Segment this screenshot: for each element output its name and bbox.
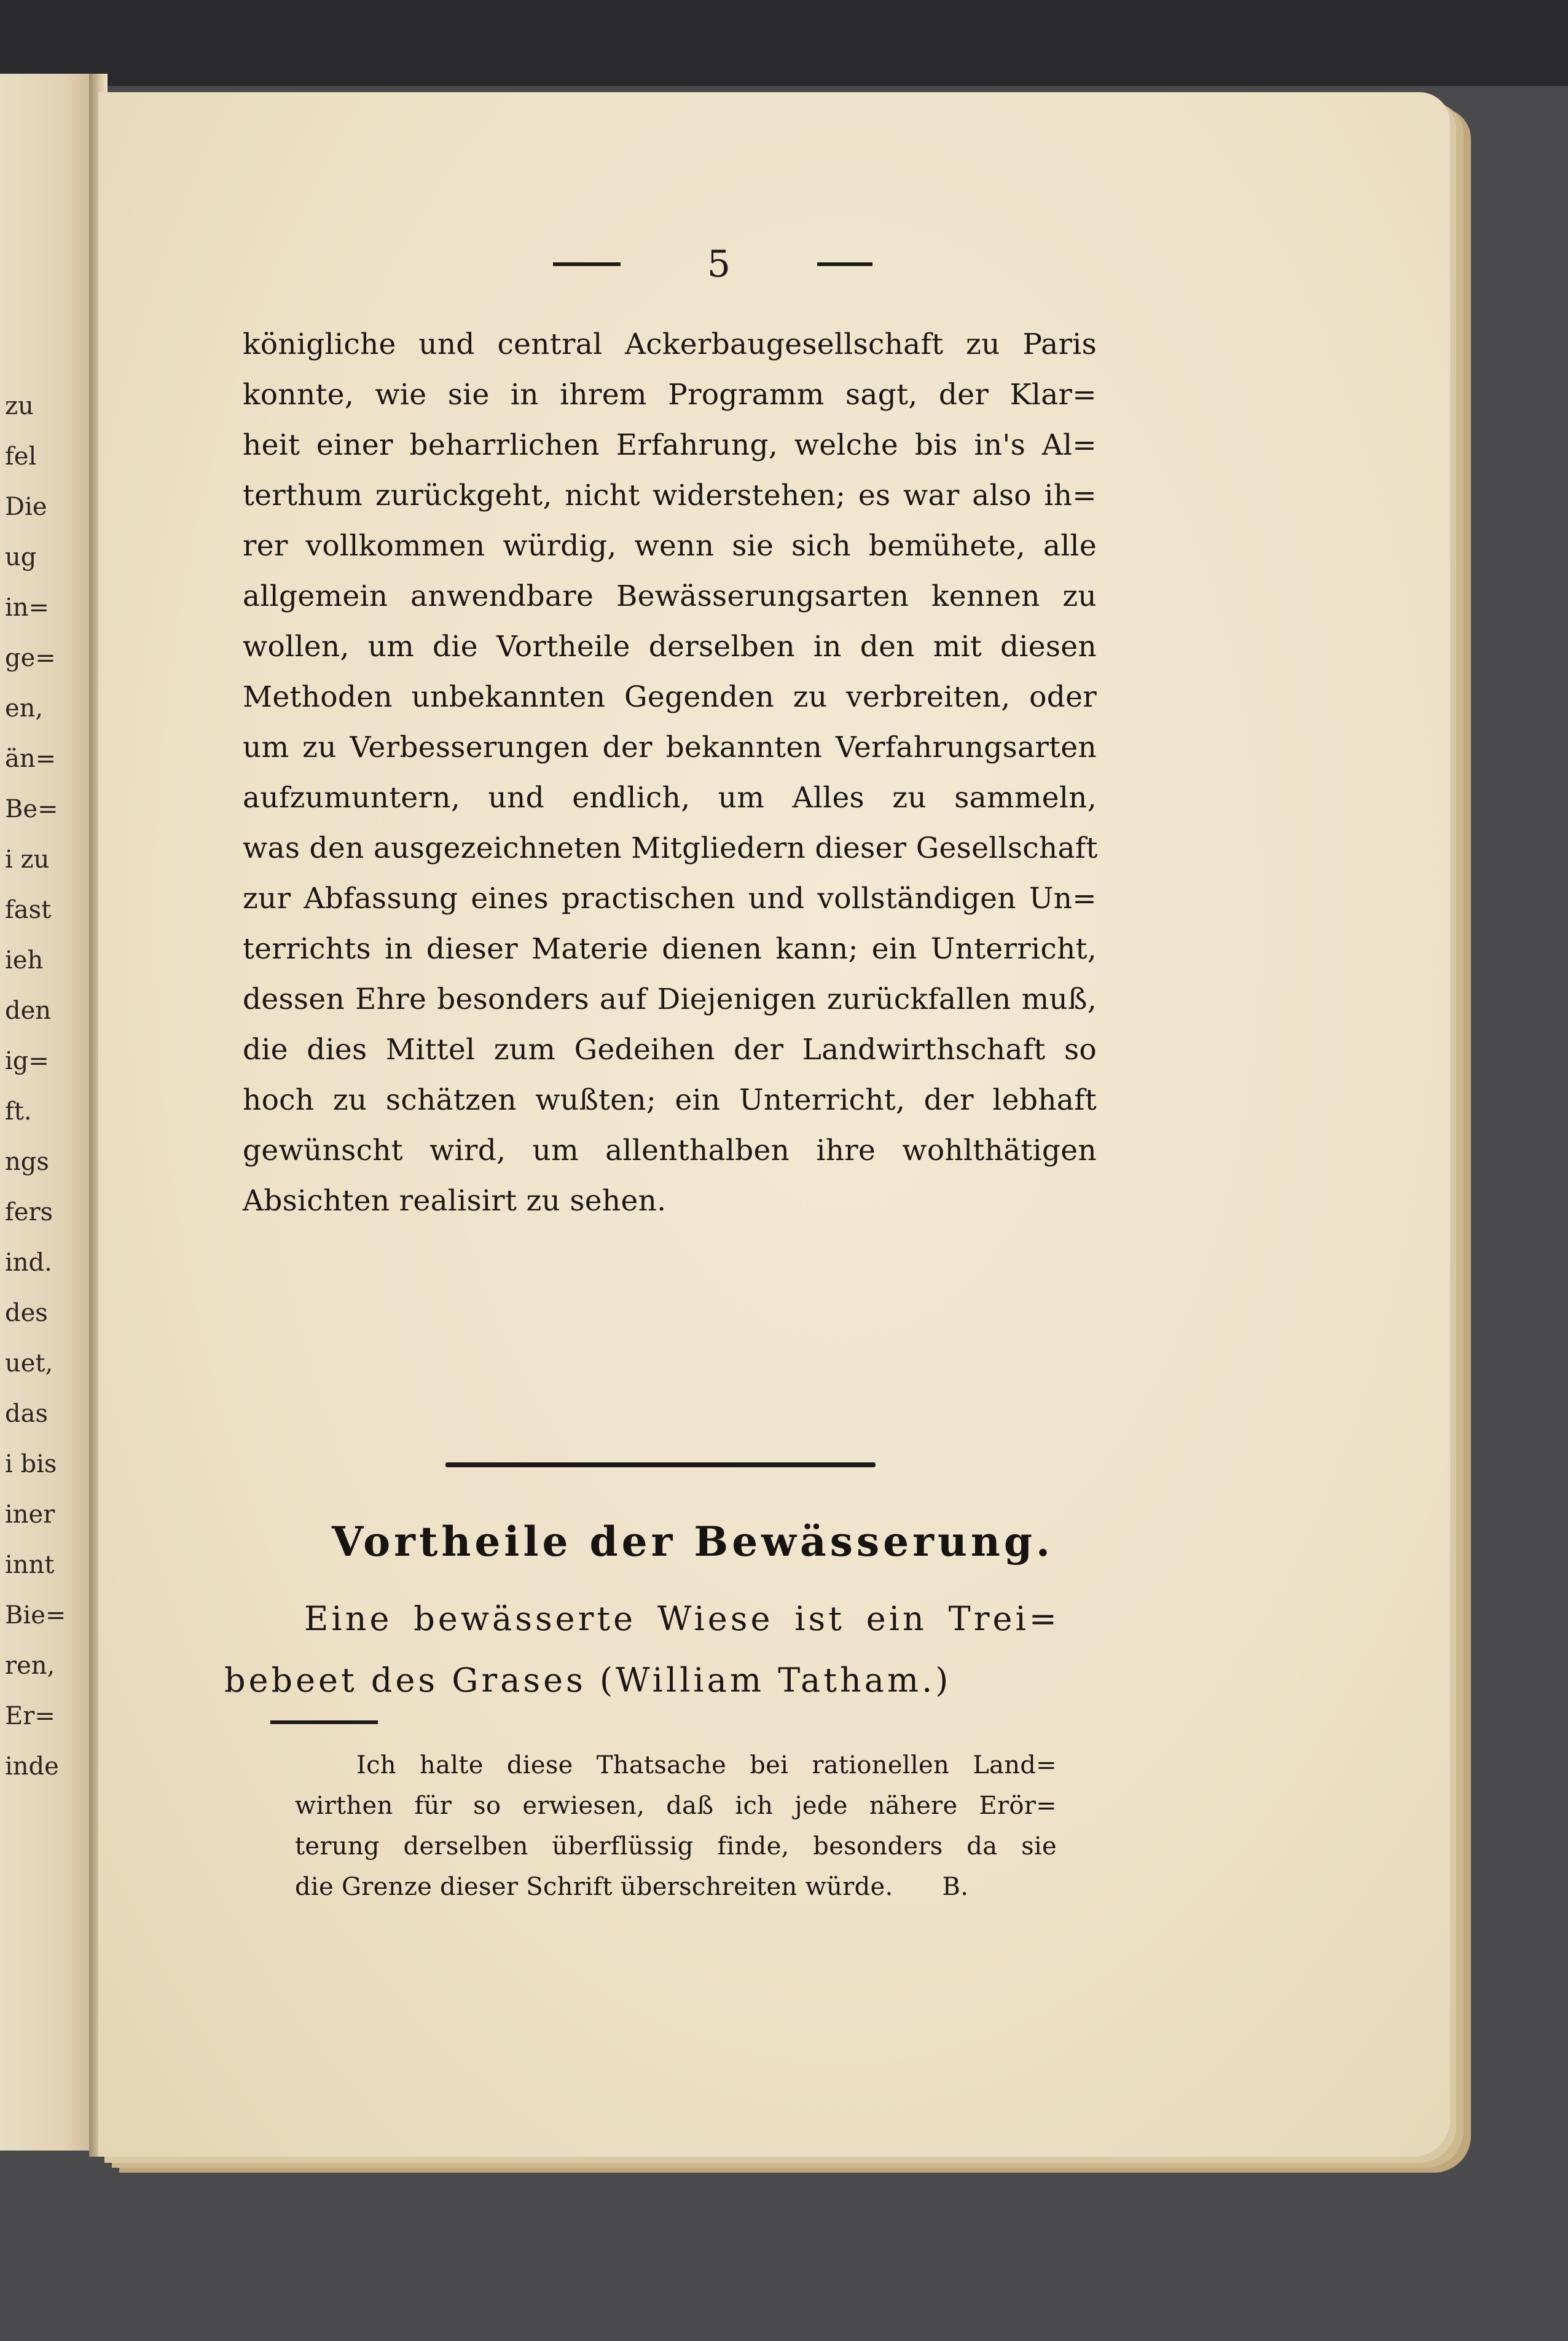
body-line: dessen Ehre besonders auf Diejenigen zurückfallen muß, xyxy=(243,982,1097,1016)
footnote-line: wirthen für so erwiesen, daß ich jede nähere Erör= xyxy=(295,1792,1057,1820)
footnote-signature: B. xyxy=(942,1873,969,1901)
footnote-line: terung derselben überflüssig finde, besonders da sie xyxy=(295,1832,1057,1861)
facing-page-fragment: iner xyxy=(5,1500,55,1529)
backdrop xyxy=(0,0,1568,86)
body-line: wollen, um die Vortheile derselben in den mit diesen xyxy=(243,630,1097,664)
body-line: zur Abfassung eines practischen und vollständigen Un= xyxy=(243,882,1097,916)
facing-page-fragment: Be= xyxy=(5,795,58,823)
facing-page-fragment: en, xyxy=(5,694,44,723)
section-heading: Vortheile der Bewässerung. xyxy=(332,1518,1054,1566)
body-line: allgemein anwendbare Bewässerungsarten kennen zu xyxy=(243,579,1097,613)
facing-page-fragment: das xyxy=(5,1400,48,1428)
body-line: aufzumuntern, und endlich, um Alles zu sammeln, xyxy=(243,781,1097,815)
facing-page-fragment: ind. xyxy=(5,1249,52,1277)
body-line: die dies Mittel zum Gedeihen der Landwirthschaft so xyxy=(243,1033,1097,1067)
body-line: Methoden unbekannten Gegenden zu verbreiten, oder xyxy=(243,680,1097,714)
header-dash-right xyxy=(817,262,872,266)
motto-quote xyxy=(224,1588,1060,1711)
facing-page-fragment: des xyxy=(5,1299,48,1327)
motto-line: bebeet des Grases (William Tatham.) xyxy=(224,1661,952,1700)
facing-page-fragment: Die xyxy=(5,493,47,521)
facing-page-fragment: i bis xyxy=(5,1450,57,1478)
footnote-last-line xyxy=(295,1867,1057,1907)
facing-page-fragment: ge= xyxy=(5,644,56,672)
facing-page-fragment: Bie= xyxy=(5,1601,66,1629)
facing-page-fragment: innt xyxy=(5,1551,55,1579)
body-line: gewünscht wird, um allenthalben ihre wohlthätigen xyxy=(243,1134,1097,1167)
body-line: rer vollkommen würdig, wenn sie sich bemühete, alle xyxy=(243,529,1097,563)
facing-page-fragment: fel xyxy=(5,442,37,471)
footnote-line: die Grenze dieser Schrift überschreiten würde. xyxy=(295,1873,893,1901)
body-line: königliche und central Ackerbaugesellschaft zu Paris xyxy=(243,327,1097,361)
facing-page-fragment: fast xyxy=(5,896,52,924)
facing-page-fragment: fers xyxy=(5,1198,53,1226)
body-line: konnte, wie sie in ihrem Programm sagt, der Klar= xyxy=(243,378,1097,412)
footnote xyxy=(295,1745,1057,1907)
body-line: hoch zu schätzen wußten; ein Unterricht, der lebhaft xyxy=(243,1083,1097,1117)
body-paragraph xyxy=(243,320,1097,1226)
body-line: terthum zurückgeht, nicht widerstehen; es war also ih= xyxy=(243,479,1097,512)
facing-page-edge xyxy=(0,74,95,2151)
body-line: heit einer beharrlichen Erfahrung, welche bis in's Al= xyxy=(243,428,1097,462)
facing-page-fragment: ug xyxy=(5,543,37,571)
page-header xyxy=(553,243,872,286)
facing-page-fragment: ngs xyxy=(5,1148,49,1176)
body-line: um zu Verbesserungen der bekannten Verfahrungsarten xyxy=(243,731,1097,764)
body-line: Absichten realisirt zu sehen. xyxy=(243,1184,667,1218)
facing-page-text-fragments xyxy=(0,381,92,1792)
facing-page-fragment: inde xyxy=(5,1752,59,1781)
page-number: 5 xyxy=(707,243,731,286)
facing-page-fragment: ren, xyxy=(5,1652,55,1680)
facing-page-fragment: än= xyxy=(5,745,57,773)
facing-page-fragment: Er= xyxy=(5,1702,55,1730)
footnote-line: Ich halte diese Thatsache bei rationellen Land= xyxy=(356,1751,1057,1779)
section-divider xyxy=(445,1462,876,1467)
facing-page-fragment: ig= xyxy=(5,1047,49,1075)
facing-page-fragment: uet, xyxy=(5,1349,53,1378)
footnote-divider xyxy=(270,1720,378,1724)
facing-page-fragment: ft. xyxy=(5,1097,32,1126)
facing-page-fragment: zu xyxy=(5,392,34,420)
body-line: was den ausgezeichneten Mitgliedern dieser Gesellschaft xyxy=(243,831,1098,865)
header-dash-left xyxy=(553,262,621,266)
facing-page-fragment: in= xyxy=(5,594,50,622)
facing-page-fragment: i zu xyxy=(5,845,50,874)
body-line: terrichts in dieser Materie dienen kann; ein Unterricht, xyxy=(243,932,1097,966)
motto-line: Eine bewässerte Wiese ist ein Trei= xyxy=(304,1599,1060,1638)
facing-page-fragment: ieh xyxy=(5,946,44,974)
facing-page-fragment: den xyxy=(5,997,52,1025)
